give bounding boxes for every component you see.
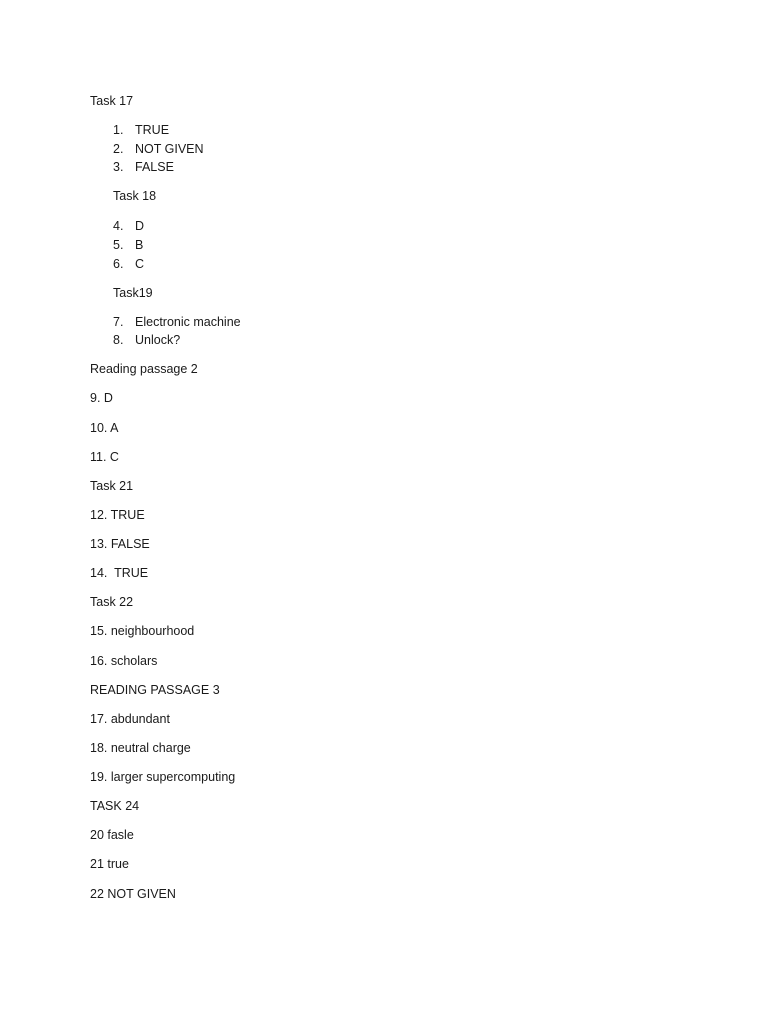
list-item-number: 8. bbox=[113, 333, 124, 347]
task-17-heading: Task 17 bbox=[90, 94, 134, 108]
list-item-number: 4. bbox=[113, 219, 124, 233]
list-item-text: FALSE bbox=[135, 160, 174, 174]
answer-line: 13. FALSE bbox=[90, 537, 150, 551]
task-22-heading: Task 22 bbox=[90, 595, 134, 609]
answer-line: 16. scholars bbox=[90, 654, 158, 668]
list-item-text: B bbox=[135, 238, 144, 252]
list-item-text: Unlock? bbox=[135, 333, 181, 347]
list-item-number: 5. bbox=[113, 238, 124, 252]
answer-line: 15. neighbourhood bbox=[90, 624, 195, 638]
answer-line: 20 fasle bbox=[90, 828, 134, 842]
list-item-number: 6. bbox=[113, 257, 124, 271]
list-item-number: 1. bbox=[113, 123, 124, 137]
list-item-text: NOT GIVEN bbox=[135, 142, 204, 156]
passage-2-heading: Reading passage 2 bbox=[90, 362, 198, 376]
task-21-heading: Task 21 bbox=[90, 479, 134, 493]
answer-line: 17. abdundant bbox=[90, 712, 170, 726]
list-item-text: D bbox=[135, 219, 145, 233]
passage-3-heading: READING PASSAGE 3 bbox=[90, 683, 220, 697]
task-19-heading: Task19 bbox=[113, 286, 153, 300]
answer-line: 12. TRUE bbox=[90, 508, 145, 522]
answer-line: 14. TRUE bbox=[90, 566, 149, 580]
answer-line: 21 true bbox=[90, 857, 129, 871]
list-item-text: TRUE bbox=[135, 123, 170, 137]
list-item-number: 3. bbox=[113, 160, 124, 174]
answer-line: 10. A bbox=[90, 421, 119, 435]
answer-line: 11. C bbox=[90, 450, 119, 464]
list-item-text: Electronic machine bbox=[135, 315, 241, 329]
answer-line: 19. larger supercomputing bbox=[90, 770, 236, 784]
list-item-number: 2. bbox=[113, 142, 124, 156]
answer-line: 22 NOT GIVEN bbox=[90, 887, 176, 901]
answer-line: 18. neutral charge bbox=[90, 741, 191, 755]
answer-line: 9. D bbox=[90, 391, 113, 405]
task-18-heading: Task 18 bbox=[113, 189, 157, 203]
task-24-heading: TASK 24 bbox=[90, 799, 140, 813]
list-item-text: C bbox=[135, 257, 145, 271]
list-item-number: 7. bbox=[113, 315, 124, 329]
